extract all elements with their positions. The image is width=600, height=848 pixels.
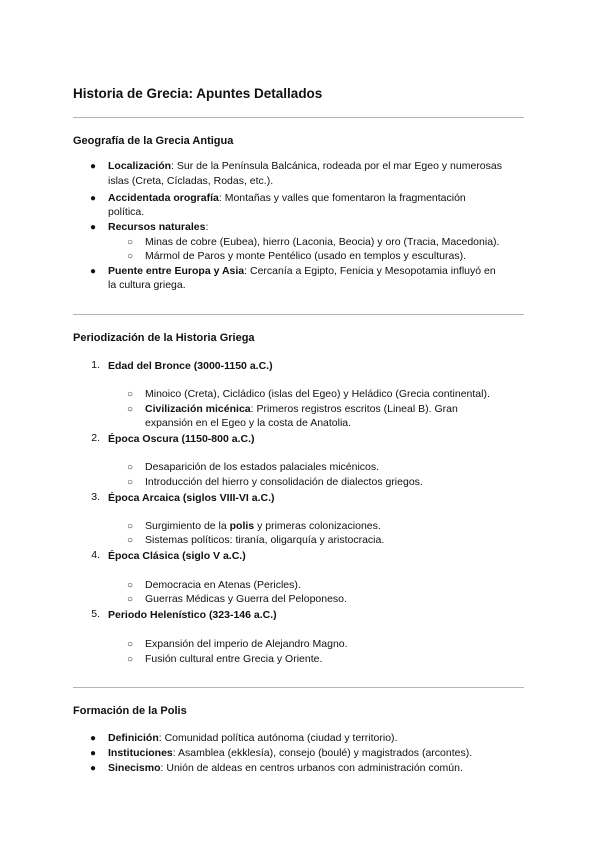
bullet-disc-icon: ● (90, 222, 97, 233)
bullet-circle-icon: ○ (127, 389, 134, 400)
list-number: 4. (91, 549, 100, 561)
divider (73, 117, 524, 118)
list-number: 1. (91, 359, 100, 371)
list-item: Accidentada orografía: Montañas y valles que fomentaron la fragmentación (108, 192, 466, 204)
list-number: 2. (91, 432, 100, 444)
sub-list-item: Guerras Médicas y Guerra del Peloponeso. (145, 593, 347, 605)
divider (73, 687, 524, 688)
list-item: Recursos naturales: (108, 221, 209, 233)
list-item-continued: islas (Creta, Cícladas, Rodas, etc.). (108, 175, 274, 187)
bullet-disc-icon: ● (90, 193, 97, 204)
list-item-continued: la cultura griega. (108, 279, 186, 291)
period-title: Época Arcaica (siglos VIII-VI a.C.) (108, 492, 275, 504)
bullet-circle-icon: ○ (127, 580, 134, 591)
sub-list-item: Sistemas políticos: tiranía, oligarquía y aristocracia. (145, 534, 385, 546)
bullet-circle-icon: ○ (127, 477, 134, 488)
bullet-disc-icon: ● (90, 161, 97, 172)
list-item: Instituciones: Asamblea (ekklesía), consejo (boulé) y magistrados (arcontes). (108, 747, 473, 759)
bullet-circle-icon: ○ (127, 535, 134, 546)
page-title: Historia de Grecia: Apuntes Detallados (73, 86, 323, 101)
bullet-disc-icon: ● (90, 748, 97, 759)
period-title: Época Clásica (siglo V a.C.) (108, 550, 246, 562)
sub-list-item: Fusión cultural entre Grecia y Oriente. (145, 653, 323, 665)
sub-list-item: Expansión del imperio de Alejandro Magno. (145, 638, 348, 650)
list-item: Puente entre Europa y Asia: Cercanía a Egipto, Fenicia y Mesopotamia influyó en (108, 265, 496, 277)
bullet-disc-icon: ● (90, 733, 97, 744)
bullet-disc-icon: ● (90, 266, 97, 277)
bullet-circle-icon: ○ (127, 462, 134, 473)
bullet-circle-icon: ○ (127, 521, 134, 532)
list-item: Definición: Comunidad política autónoma (ciudad y territorio). (108, 732, 398, 744)
divider (73, 314, 524, 315)
list-number: 3. (91, 491, 100, 503)
sub-list-item: Civilización micénica: Primeros registros escritos (Lineal B). Gran (145, 403, 458, 415)
period-title: Época Oscura (1150-800 a.C.) (108, 433, 255, 445)
sub-list-item: Democracia en Atenas (Pericles). (145, 579, 301, 591)
period-title: Edad del Bronce (3000-1150 a.C.) (108, 360, 273, 372)
section-heading-polis: Formación de la Polis (73, 705, 187, 717)
list-item: Sinecismo: Unión de aldeas en centros urbanos con administración común. (108, 762, 463, 774)
period-title: Periodo Helenístico (323-146 a.C.) (108, 609, 277, 621)
list-item: Localización: Sur de la Península Balcánica, rodeada por el mar Egeo y numerosas (108, 160, 502, 172)
bullet-circle-icon: ○ (127, 594, 134, 605)
section-heading-periodizacion: Periodización de la Historia Griega (73, 332, 255, 344)
section-heading-geografia: Geografía de la Grecia Antigua (73, 135, 234, 147)
sub-list-item-continued: expansión en el Egeo y la costa de Anatolia. (145, 417, 352, 429)
sub-list-item: Minoico (Creta), Cicládico (islas del Egeo) y Heládico (Grecia continental). (145, 388, 490, 400)
bullet-circle-icon: ○ (127, 654, 134, 665)
sub-list-item: Minas de cobre (Eubea), hierro (Laconia, Beocia) y oro (Tracia, Macedonia). (145, 236, 500, 248)
list-number: 5. (91, 608, 100, 620)
bullet-disc-icon: ● (90, 763, 97, 774)
bullet-circle-icon: ○ (127, 251, 134, 262)
sub-list-item: Surgimiento de la polis y primeras colonizaciones. (145, 520, 381, 532)
sub-list-item: Mármol de Paros y monte Pentélico (usado en templos y esculturas). (145, 250, 466, 262)
bullet-circle-icon: ○ (127, 237, 134, 248)
list-item-continued: política. (108, 206, 145, 218)
bullet-circle-icon: ○ (127, 639, 134, 650)
sub-list-item: Introducción del hierro y consolidación de dialectos griegos. (145, 476, 423, 488)
sub-list-item: Desaparición de los estados palaciales micénicos. (145, 461, 380, 473)
bullet-circle-icon: ○ (127, 404, 134, 415)
